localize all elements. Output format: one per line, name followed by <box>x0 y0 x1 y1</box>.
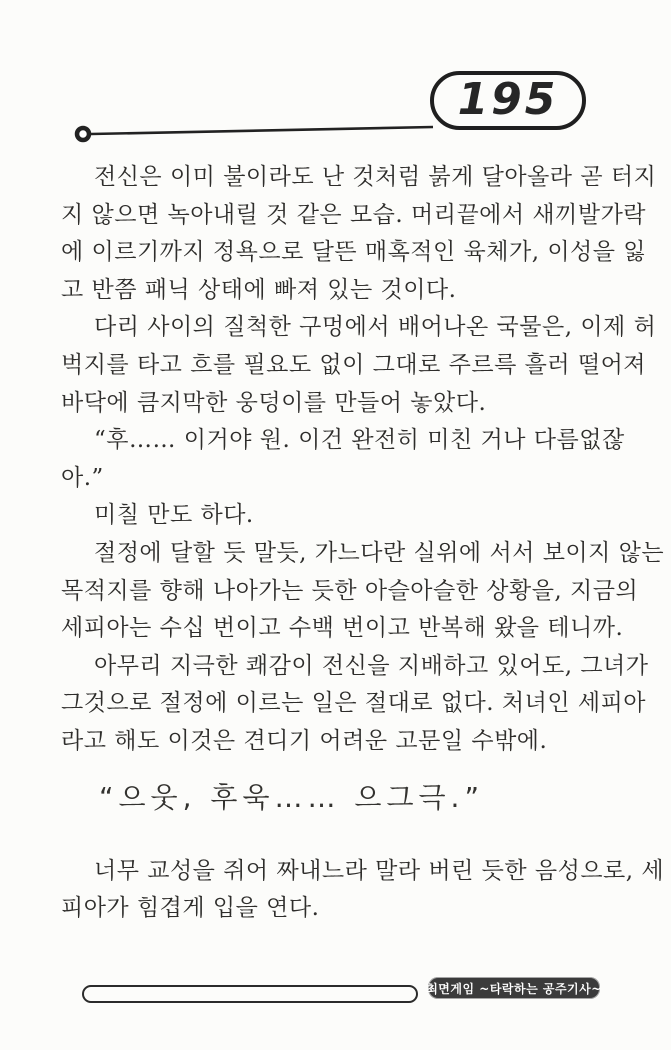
dialogue-emphasis-line: “으웃, 후욱…… 으그극.” <box>99 780 484 814</box>
body-line: 전신은 이미 불이라도 난 것처럼 붉게 달아올라 곧 터지 <box>94 164 657 190</box>
series-title-badge <box>428 977 600 999</box>
body-line: 피아가 힘겹게 입을 연다. <box>61 895 320 922</box>
body-line: 에 이르기까지 정욕으로 달뜬 매혹적인 육체가, 이성을 잃 <box>61 239 647 266</box>
body-line: 바닥에 큼지막한 웅덩이를 만들어 놓았다. <box>61 389 487 416</box>
body-text <box>61 159 665 928</box>
body-line: 라고 해도 이것은 견디기 어려운 고문일 수밖에. <box>61 727 548 754</box>
body-line: 고 반쯤 패닉 상태에 빠져 있는 것이다. <box>61 276 457 303</box>
footer-pill-outline <box>82 985 418 1003</box>
header-rule-line <box>91 127 433 134</box>
body-line: 지 않으면 녹아내릴 것 같은 모습. 머리끝에서 새끼발가락 <box>61 201 647 228</box>
body-line: 세피아는 수십 번이고 수백 번이고 반복해 왔을 테니까. <box>61 615 624 642</box>
body-line: 그것으로 절정에 이르는 일은 절대로 없다. 처녀인 세피아 <box>61 690 647 717</box>
body-line: 목적지를 향해 나아가는 듯한 아슬아슬한 상황을, 지금의 <box>61 577 639 604</box>
body-line: 벅지를 타고 흐를 필요도 없이 그대로 주르륵 흘러 떨어져 <box>61 351 647 378</box>
body-line: 절정에 달할 듯 말듯, 가느다란 실위에 서서 보이지 않는 <box>94 539 665 566</box>
body-line: 너무 교성을 쥐어 짜내느라 말라 버린 듯한 음성으로, 세 <box>94 857 665 884</box>
series-title: 최면게임 ~타락하는 공주기사~ <box>426 981 602 996</box>
body-line: 아.” <box>61 464 104 491</box>
body-line: 미칠 만도 하다. <box>94 502 254 529</box>
body-line: “후…… 이거야 원. 이건 완전히 미친 거나 다름없잖 <box>94 427 625 454</box>
body-line: 다리 사이의 질척한 구멍에서 배어나온 국물은, 이제 허 <box>94 314 657 341</box>
page-number-capsule <box>430 71 586 130</box>
header-rule-end-circle <box>77 128 89 140</box>
page-number: 195 <box>457 74 559 125</box>
body-line: 아무리 지극한 쾌감이 전신을 지배하고 있어도, 그녀가 <box>94 652 649 679</box>
